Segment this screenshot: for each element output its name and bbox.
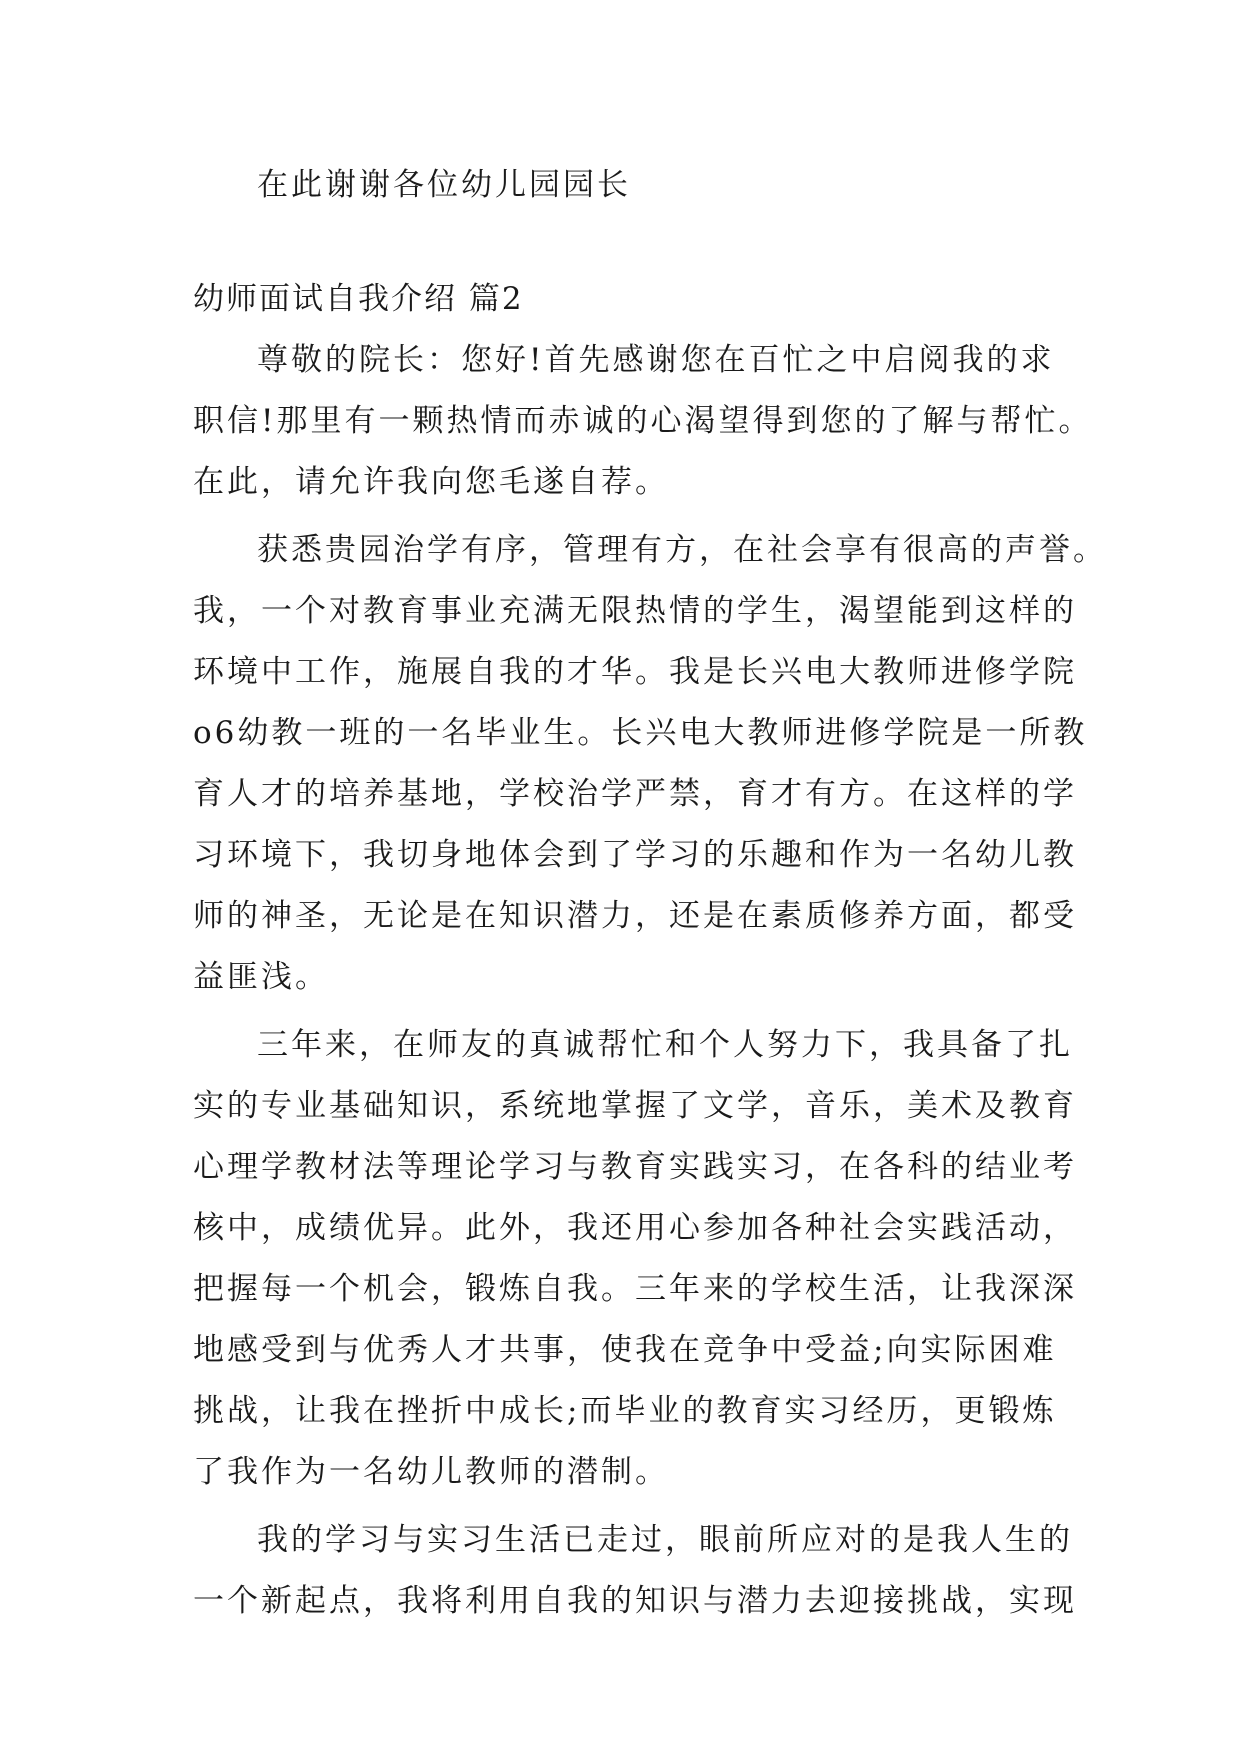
- paragraph-line: 一个新起点，我将利用自我的知识与潜力去迎接挑战，实现: [193, 1583, 1077, 1619]
- paragraph-line: 挑战，让我在挫折中成长;而毕业的教育实习经历，更锻炼: [193, 1393, 1057, 1429]
- paragraph-line: o6幼教一班的一名毕业生。长兴电大教师进修学院是一所教: [193, 715, 1088, 751]
- paragraph-line: 实的专业基础知识，系统地掌握了文学，音乐，美术及教育: [193, 1088, 1077, 1124]
- paragraph-three-years: [193, 1015, 1077, 1503]
- document-body: [193, 155, 1107, 1639]
- paragraph-line: 益匪浅。: [193, 959, 329, 995]
- paragraph-line: 三年来，在师友的真诚帮忙和个人努力下，我具备了扎: [257, 1027, 1073, 1063]
- paragraph-line: 师的神圣，无论是在知识潜力，还是在素质修养方面，都受: [193, 898, 1077, 934]
- paragraph-line: 地感受到与优秀人才共事，使我在竞争中受益;向实际困难: [193, 1332, 1057, 1368]
- paragraph-line: 心理学教材法等理论学习与教育实践实习，在各科的结业考: [193, 1149, 1077, 1185]
- paragraph-greeting: [193, 330, 1093, 513]
- paragraph-line: 了我作为一名幼儿教师的潜制。: [193, 1454, 669, 1490]
- paragraph-new-start: [193, 1510, 1077, 1632]
- paragraph-line: 育人才的培养基地，学校治学严禁，育才有方。在这样的学: [193, 776, 1077, 812]
- section-title: 幼师面试自我介绍 篇2: [193, 281, 524, 317]
- paragraph-line: 我的学习与实习生活已走过，眼前所应对的是我人生的: [257, 1522, 1073, 1558]
- paragraph-line: 环境中工作，施展自我的才华。我是长兴电大教师进修学院: [193, 654, 1077, 690]
- paragraph-line: 我，一个对教育事业充满无限热情的学生，渴望能到这样的: [193, 593, 1077, 629]
- paragraph-line: 职信!那里有一颗热情而赤诚的心渴望得到您的了解与帮忙。: [193, 403, 1093, 439]
- paragraph-line: 核中，成绩优异。此外，我还用心参加各种社会实践活动，: [193, 1210, 1077, 1246]
- paragraph-line: 尊敬的院长：您好!首先感谢您在百忙之中启阅我的求: [257, 342, 1055, 378]
- paragraph-line: 在此，请允许我向您毛遂自荐。: [193, 464, 669, 500]
- closing-line: 在此谢谢各位幼儿园园长: [257, 167, 631, 203]
- paragraph-line: 把握每一个机会，锻炼自我。三年来的学校生活，让我深深: [193, 1271, 1077, 1307]
- paragraph-line: 获悉贵园治学有序，管理有方，在社会享有很高的声誉。: [257, 532, 1107, 568]
- paragraph-line: 习环境下，我切身地体会到了学习的乐趣和作为一名幼儿教: [193, 837, 1077, 873]
- paragraph-school: [193, 520, 1107, 1008]
